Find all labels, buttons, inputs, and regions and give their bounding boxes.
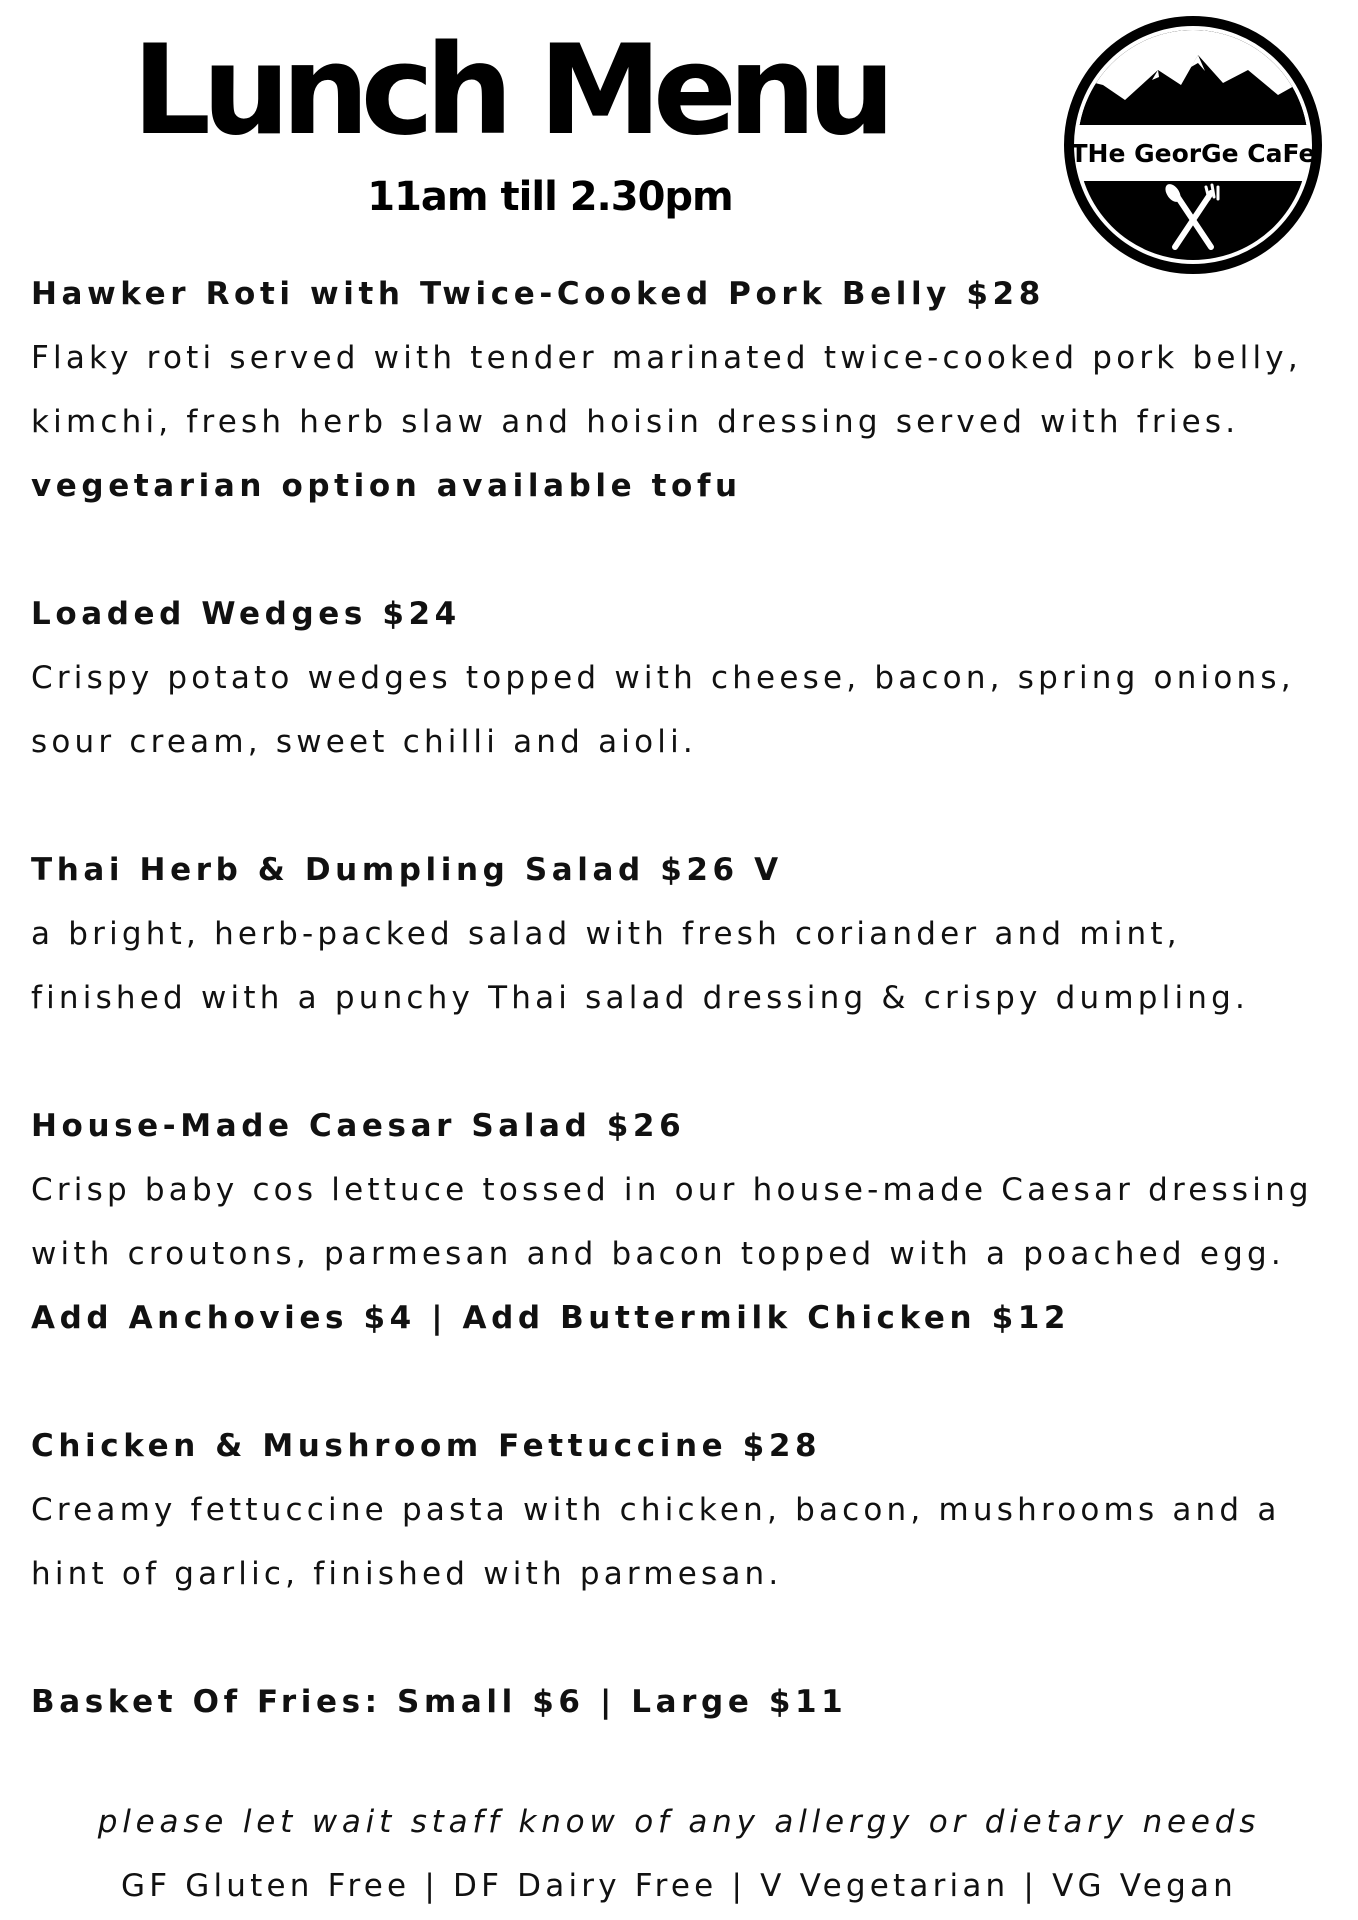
menu-item-title: Loaded Wedges $24 [31,596,461,632]
allergy-note: please let wait staff know of any allergy or dietary needs [97,1804,1261,1840]
menu-item-title: Thai Herb & Dumpling Salad $26 V [31,852,783,888]
menu-item-description [31,1478,1341,1606]
description-line: a bright, herb-packed salad with fresh coriander and mint, [31,916,1181,952]
cafe-logo [1063,15,1323,275]
logo-text: THe GeorGe CaFe [1070,139,1316,168]
description-line: Crispy potato wedges topped with cheese, bacon, spring onions, [31,660,1295,696]
menu-item-note: vegetarian option available tofu [31,468,742,504]
description-line: kimchi, fresh herb slaw and hoisin dressing served with fries. [31,404,1240,440]
menu-item-loaded-wedges [31,582,1341,774]
dietary-legend: GF Gluten Free | DF Dairy Free | V Vegetarian | VG Vegan [120,1868,1238,1904]
description-line: Creamy fettuccine pasta with chicken, bacon, mushrooms and a [31,1492,1281,1528]
description-line: Flaky roti served with tender marinated twice-cooked pork belly, [31,340,1302,376]
lunch-hours: 11am till 2.30pm [367,174,733,220]
description-line: hint of garlic, finished with parmesan. [31,1556,783,1592]
menu-item-title: House-Made Caesar Salad $26 [31,1108,686,1144]
page-title: Lunch Menu [132,19,887,163]
menu-footer [0,1790,1358,1918]
menu-item-fettuccine [31,1414,1341,1606]
menu-item-title: Chicken & Mushroom Fettuccine $28 [31,1428,822,1464]
menu-item-hawker-roti [31,262,1341,518]
menu-item-title: Basket Of Fries: Small $6 | Large $11 [31,1684,848,1720]
menu-item-caesar-salad [31,1094,1341,1350]
description-line: finished with a punchy Thai salad dressing & crispy dumpling. [31,980,1250,1016]
menu-item-fries [31,1670,1341,1734]
menu-item-title: Hawker Roti with Twice-Cooked Pork Belly $28 [31,276,1045,312]
description-line: with croutons, parmesan and bacon topped with a poached egg. [31,1236,1285,1272]
menu-item-description [31,902,1341,1030]
menu-item-description [31,1158,1341,1286]
menu-item-thai-salad [31,838,1341,1030]
menu-item-note: Add Anchovies $4 | Add Buttermilk Chicken $12 [31,1300,1071,1336]
menu-item-description [31,646,1341,774]
description-line: Crisp baby cos lettuce tossed in our house-made Caesar dressing [31,1172,1313,1208]
description-line: sour cream, sweet chilli and aioli. [31,724,697,760]
menu-list [31,262,1341,1734]
menu-item-description [31,326,1341,454]
